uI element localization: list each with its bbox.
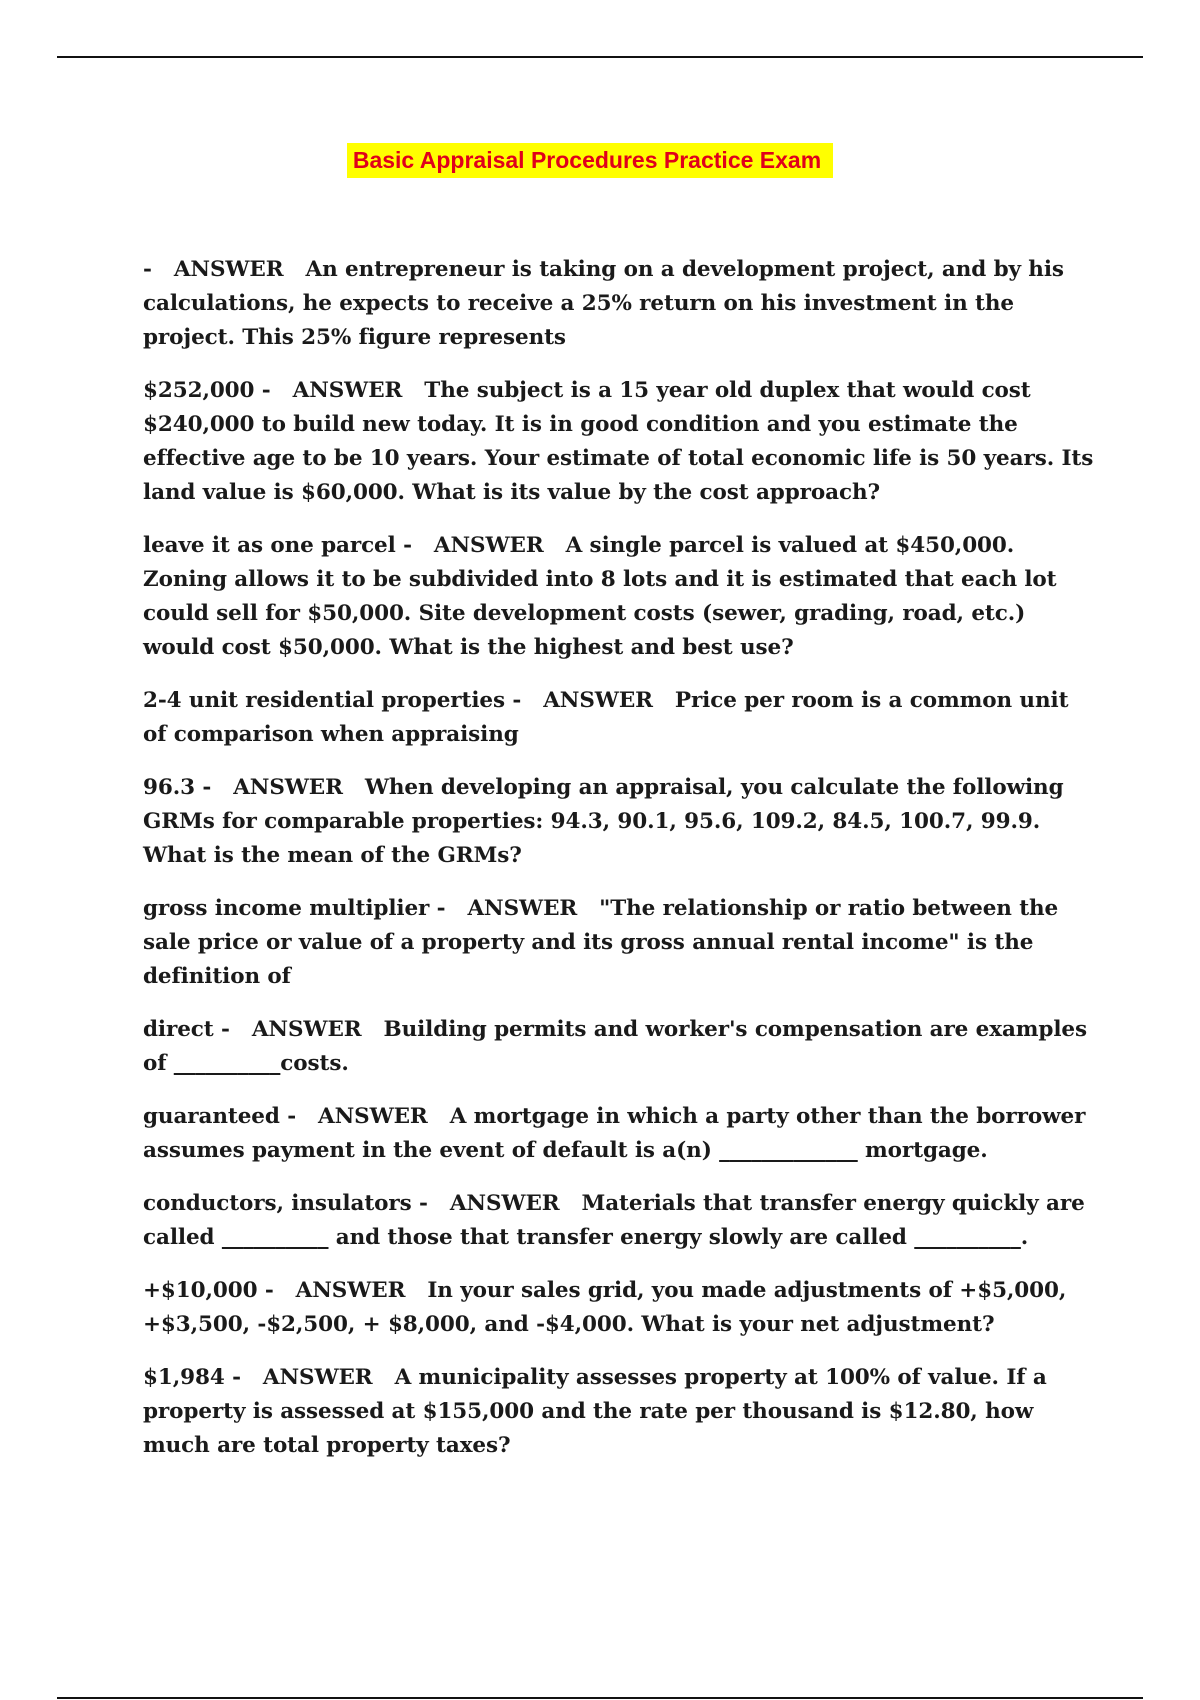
qa-entry: [143, 771, 1098, 873]
answer-marker: ANSWER: [292, 378, 403, 403]
answer-marker: ANSWER: [449, 1191, 560, 1216]
answer-marker: ANSWER: [318, 1104, 428, 1129]
top-rule: [57, 56, 1143, 58]
answer-text: direct -: [143, 1017, 230, 1042]
qa-entry: [143, 1100, 1098, 1168]
question-text: When developing an appraisal, you calculate the following GRMs for comparable properties: 94.3, 90.1, 95.6, 109.2, 84.5, 100.7, 99.9. What is the mean of the GRMs?: [143, 775, 1064, 868]
qa-entry: [143, 374, 1098, 510]
answer-text: 2-4 unit residential properties -: [143, 688, 522, 713]
answer-text: gross income multiplier -: [143, 896, 446, 921]
qa-entry: [143, 253, 1098, 355]
qa-entry: [143, 1361, 1098, 1463]
qa-entry: [143, 529, 1098, 665]
answer-text: $1,984 -: [143, 1365, 241, 1390]
page-title: Basic Appraisal Procedures Practice Exam: [347, 143, 833, 178]
answer-marker: ANSWER: [295, 1278, 406, 1303]
question-text: Price per room is a common unit of comparison when appraising: [143, 688, 1069, 747]
answer-marker: ANSWER: [433, 533, 544, 558]
question-text: "The relationship or ratio between the sale price or value of a property and its gross annual rental income" is the definition of: [143, 896, 1059, 989]
bottom-rule: [57, 1697, 1143, 1699]
qa-entry: [143, 1187, 1098, 1255]
question-text: The subject is a 15 year old duplex that would cost $240,000 to build new today. It is in good condition and you estimate the effective age to be 10 years. Your estimate of total economic life is 50 years. Its land value is $60,000. What is its value by the cost approach?: [143, 378, 1094, 505]
question-text: A single parcel is valued at $450,000. Zoning allows it to be subdivided into 8 lots and it is estimated that each lot could sell for $50,000. Site development costs (sewer, grading, road, etc.) would cost $50,000. What is the highest and best use?: [143, 533, 1057, 660]
qa-entry: [143, 1013, 1098, 1081]
answer-text: -: [143, 257, 152, 282]
qa-entry: [143, 684, 1098, 752]
answer-marker: ANSWER: [543, 688, 653, 713]
answer-text: leave it as one parcel -: [143, 533, 412, 558]
answer-marker: ANSWER: [467, 896, 578, 921]
answer-marker: ANSWER: [173, 257, 284, 282]
question-text: Building permits and worker's compensation are examples of __________costs.: [143, 1017, 1088, 1076]
title-block: [0, 143, 1200, 178]
answer-marker: ANSWER: [251, 1017, 362, 1042]
question-text: Materials that transfer energy quickly are called __________ and those that transfer energy slowly are called __________.: [143, 1191, 1085, 1250]
qa-list: [143, 253, 1098, 1482]
qa-entry: [143, 1274, 1098, 1342]
answer-marker: ANSWER: [262, 1365, 373, 1390]
question-text: In your sales grid, you made adjustments of +$5,000, +$3,500, -$2,500, + $8,000, and -$4,000. What is your net adjustment?: [143, 1278, 1067, 1337]
answer-text: guaranteed -: [143, 1104, 297, 1129]
answer-text: $252,000 -: [143, 378, 271, 403]
qa-entry: [143, 892, 1098, 994]
answer-text: 96.3 -: [143, 775, 212, 800]
question-text: An entrepreneur is taking on a development project, and by his calculations, he expects to receive a 25% return on his investment in the project. This 25% figure represents: [143, 257, 1064, 350]
answer-text: conductors, insulators -: [143, 1191, 428, 1216]
answer-marker: ANSWER: [233, 775, 343, 800]
answer-text: +$10,000 -: [143, 1278, 274, 1303]
question-text: A municipality assesses property at 100% of value. If a property is assessed at $155,000 and the rate per thousand is $12.80, how much are total property taxes?: [143, 1365, 1047, 1458]
question-text: A mortgage in which a party other than the borrower assumes payment in the event of default is a(n) _____________ mortgage.: [143, 1104, 1086, 1163]
